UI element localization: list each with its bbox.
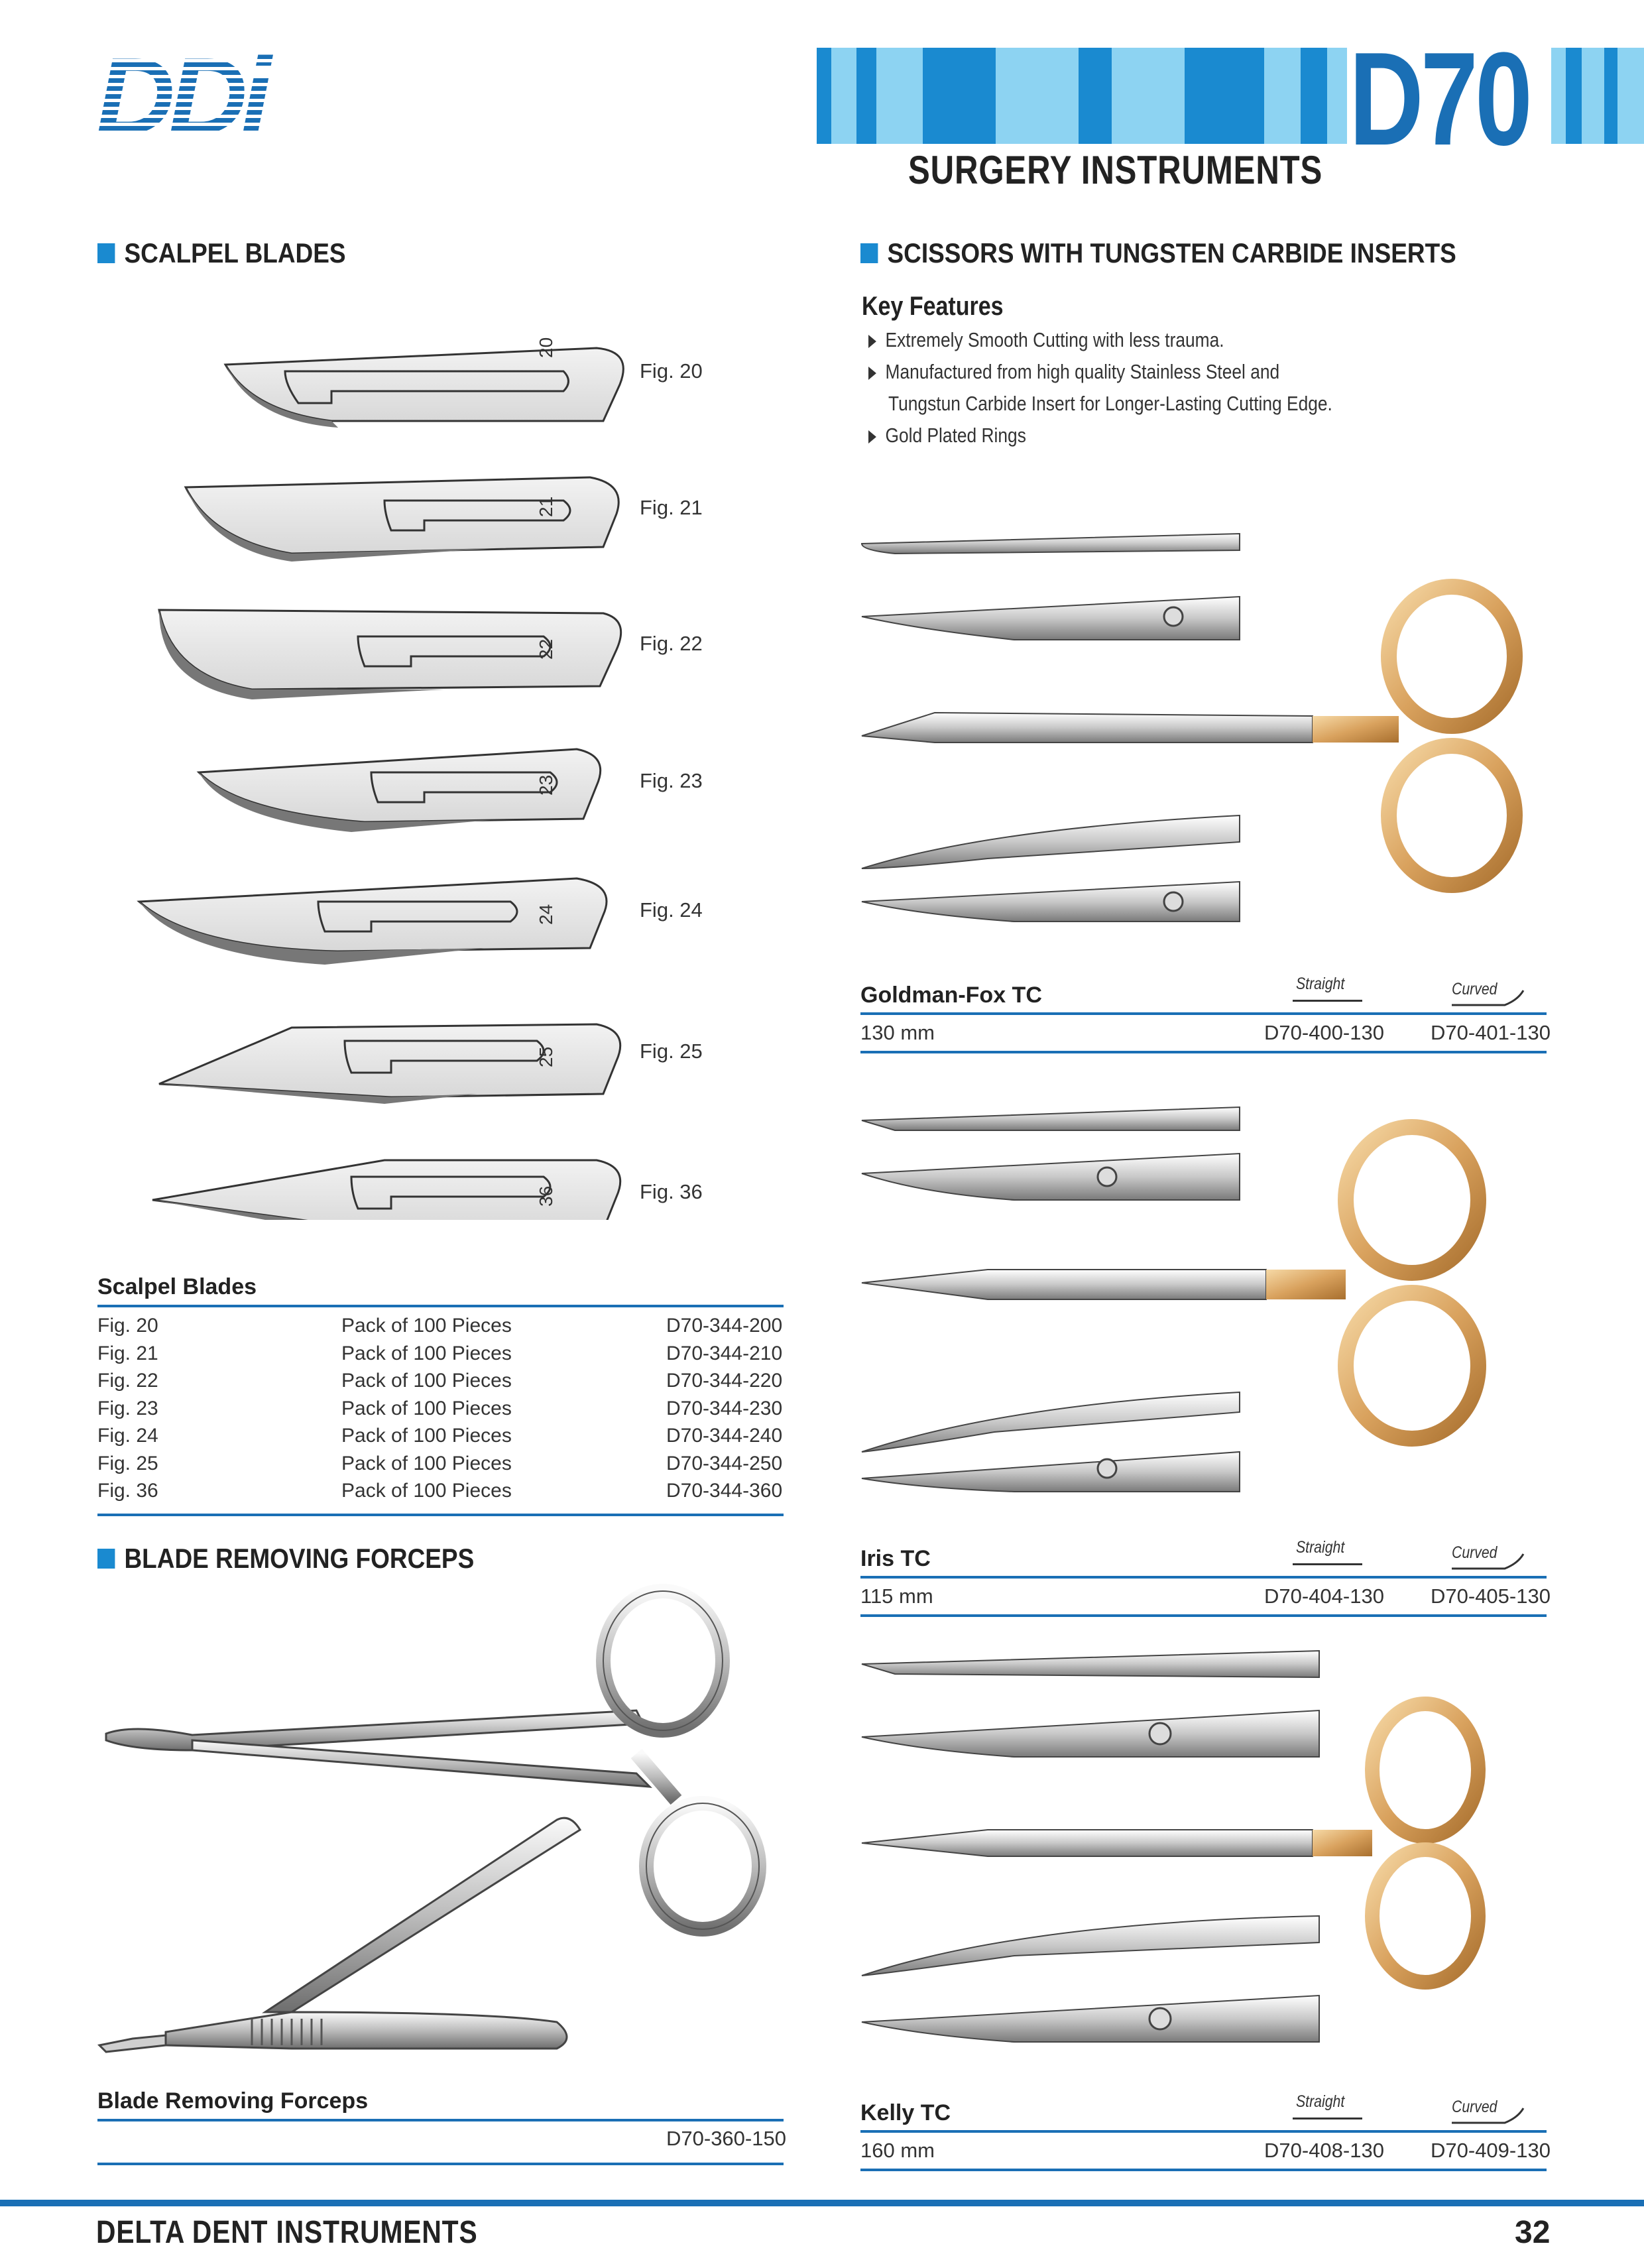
scalpel-table-title: Scalpel Blades: [97, 1274, 257, 1299]
product-size: 115 mm: [860, 1584, 933, 1608]
table-cell-code: D70-344-360: [666, 1480, 783, 1502]
straight-code: D70-400-130: [1264, 1021, 1384, 1044]
blade-number: 25: [536, 1046, 556, 1067]
table-rule: [860, 2130, 1547, 2133]
table-cell-fig: Fig. 24: [97, 1425, 158, 1447]
bullet-square-icon: [97, 1549, 115, 1569]
catalog-code: D70: [1349, 25, 1530, 173]
kelly-illustration: [855, 1638, 1558, 2062]
table-rule: [860, 1012, 1547, 1015]
scissors-section-heading: [860, 237, 1456, 269]
footer-company: DELTA DENT INSTRUMENTS: [96, 2215, 478, 2250]
curved-header: Curved: [1452, 980, 1497, 998]
curved-line-icon: [1452, 980, 1525, 1006]
straight-underline: [1293, 1000, 1362, 1002]
table-cell-pack: Pack of 100 Pieces: [341, 1342, 512, 1364]
page-number: 32: [1515, 2215, 1551, 2250]
bullet-triangle-icon: [868, 430, 876, 444]
table-cell-fig: Fig. 22: [97, 1370, 158, 1392]
section-title: SCALPEL BLADES: [124, 237, 346, 269]
product-name: Iris TC: [860, 1546, 931, 1571]
blade-number: 21: [536, 496, 556, 517]
curved-code: D70-401-130: [1431, 1021, 1551, 1044]
table-cell-pack: Pack of 100 Pieces: [341, 1397, 512, 1419]
table-cell-code: D70-344-210: [666, 1342, 783, 1364]
product-size: 130 mm: [860, 1021, 935, 1044]
table-rule: [860, 1614, 1547, 1617]
table-cell-pack: Pack of 100 Pieces: [341, 1480, 512, 1502]
fig-label: Fig. 20: [640, 359, 703, 383]
blade-20-shape: [225, 348, 623, 428]
straight-code: D70-404-130: [1264, 1584, 1384, 1608]
table-cell-pack: Pack of 100 Pieces: [341, 1452, 512, 1474]
straight-header: Straight: [1296, 1538, 1345, 1557]
table-rule: [97, 2163, 784, 2165]
table-cell-fig: Fig. 25: [97, 1452, 158, 1474]
curved-code: D70-405-130: [1431, 1584, 1551, 1608]
scalpel-blades-illustration: [133, 331, 636, 1220]
table-cell-code: D70-344-230: [666, 1397, 783, 1419]
product-name: Goldman-Fox TC: [860, 983, 1042, 1008]
blade-number: 24: [536, 904, 556, 925]
forceps-title: Blade Removing Forceps: [97, 2088, 369, 2114]
table-rule: [97, 1305, 784, 1307]
fig-label: Fig. 21: [640, 496, 703, 519]
table-cell-code: D70-344-220: [666, 1370, 783, 1392]
header-stripe-bars-right: [1551, 48, 1644, 144]
straight-underline: [1293, 1563, 1362, 1565]
fig-label: Fig. 24: [640, 898, 703, 922]
ddi-logo: [96, 46, 348, 146]
blade-number: 23: [536, 774, 556, 796]
straight-header: Straight: [1296, 975, 1345, 993]
section-title: BLADE REMOVING FORCEPS: [124, 1543, 475, 1574]
forceps-code: D70-360-150: [666, 2127, 786, 2150]
table-cell-code: D70-344-240: [666, 1425, 783, 1447]
curved-code: D70-409-130: [1431, 2139, 1551, 2162]
bullet-square-icon: [97, 243, 115, 263]
fig-label: Fig. 23: [640, 769, 703, 792]
blade-number: 36: [536, 1185, 556, 1207]
table-rule: [97, 1514, 784, 1516]
feature-item: Extremely Smooth Cutting with less trauma.: [868, 328, 1224, 352]
table-cell-fig: Fig. 23: [97, 1397, 158, 1419]
bullet-square-icon: [860, 243, 878, 263]
table-rule: [860, 1576, 1547, 1579]
page-subtitle: SURGERY INSTRUMENTS: [908, 148, 1323, 192]
product-name: Kelly TC: [860, 2100, 951, 2125]
footer-bar: [0, 2200, 1644, 2206]
forceps-section-heading: [97, 1543, 474, 1575]
straight-code: D70-408-130: [1264, 2139, 1384, 2162]
product-size: 160 mm: [860, 2139, 935, 2162]
blade-21-shape: [186, 477, 618, 562]
table-cell-code: D70-344-200: [666, 1315, 783, 1337]
goldman-fox-illustration: [855, 524, 1558, 935]
table-cell-fig: Fig. 20: [97, 1315, 158, 1337]
iris-illustration: [855, 1101, 1558, 1498]
fig-label: Fig. 22: [640, 632, 703, 655]
section-title: SCISSORS WITH TUNGSTEN CARBIDE INSERTS: [887, 237, 1456, 269]
curved-header: Curved: [1452, 2098, 1497, 2116]
curved-line-icon: [1452, 1543, 1525, 1570]
feature-item: Tungstun Carbide Insert for Longer-Lasting Cutting Edge.: [888, 392, 1332, 415]
table-cell-pack: Pack of 100 Pieces: [341, 1315, 512, 1337]
table-cell-fig: Fig. 21: [97, 1342, 158, 1364]
fig-label: Fig. 25: [640, 1040, 703, 1063]
table-rule: [860, 2169, 1547, 2171]
table-cell-pack: Pack of 100 Pieces: [341, 1425, 512, 1447]
fig-label: Fig. 36: [640, 1180, 703, 1203]
svg-text:DDi: DDi: [96, 46, 265, 146]
straight-header: Straight: [1296, 2092, 1345, 2111]
curved-line-icon: [1452, 2098, 1525, 2124]
curved-header: Curved: [1452, 1543, 1497, 1562]
scalpel-section-heading: [97, 237, 346, 269]
forceps-illustration: [93, 1581, 795, 2072]
table-cell-pack: Pack of 100 Pieces: [341, 1370, 512, 1392]
blade-number: 20: [536, 337, 556, 358]
straight-underline: [1293, 2118, 1362, 2119]
table-cell-fig: Fig. 36: [97, 1480, 158, 1502]
table-rule: [860, 1051, 1547, 1053]
bullet-triangle-icon: [868, 367, 876, 380]
feature-item: Gold Plated Rings: [868, 424, 1026, 448]
table-rule: [97, 2119, 784, 2121]
feature-item: Manufactured from high quality Stainless Steel and: [868, 360, 1279, 384]
bullet-triangle-icon: [868, 335, 876, 348]
table-cell-code: D70-344-250: [666, 1452, 783, 1474]
key-features-title: Key Features: [862, 292, 1004, 321]
header-stripe-bars: [817, 48, 1347, 144]
blade-number: 22: [536, 638, 556, 660]
